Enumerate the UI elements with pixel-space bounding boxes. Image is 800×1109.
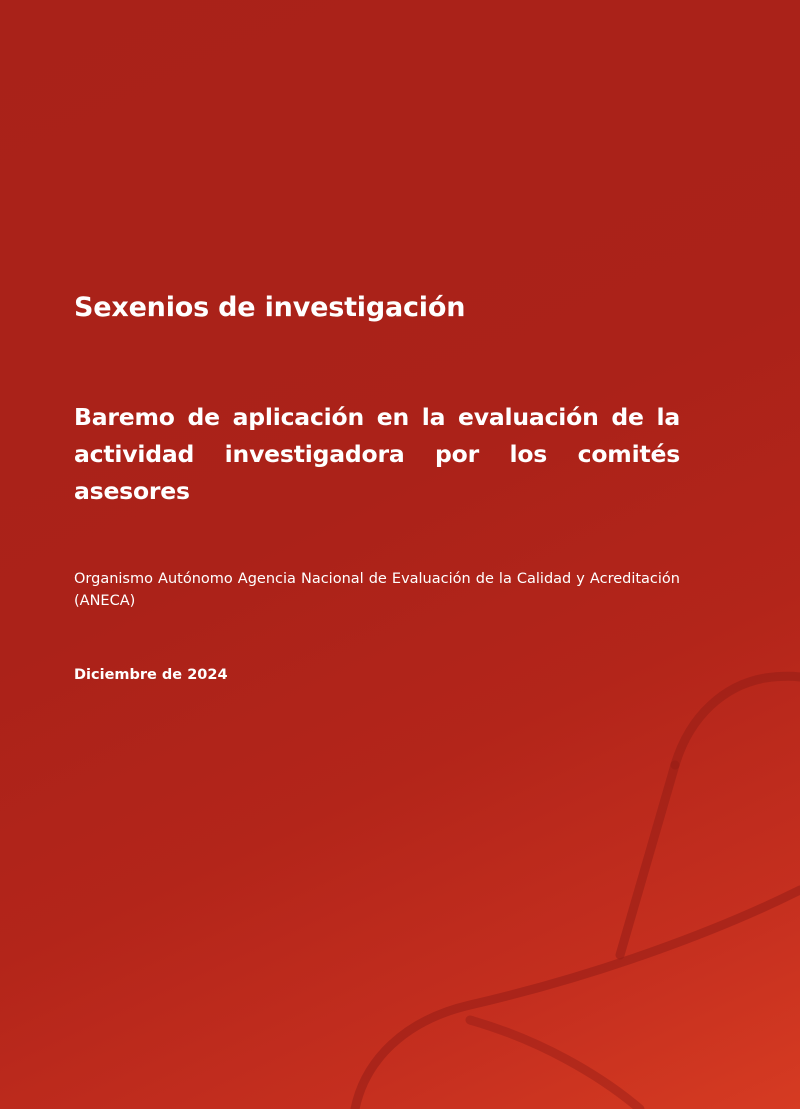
organization-name: Organismo Autónomo Agencia Nacional de Evaluación de la Calidad y Acreditación (ANECA) <box>74 571 680 609</box>
decor-curve-diagonal <box>620 765 675 955</box>
decor-curve-lower <box>355 890 800 1109</box>
publication-date: Diciembre de 2024 <box>74 667 228 683</box>
decor-curve-arch <box>675 676 800 765</box>
decor-curve-bottom <box>470 1020 640 1109</box>
document-subtitle: Baremo de aplicación en la evaluación de la actividad investigadora por los comités asesores <box>74 403 680 505</box>
cover-text-block <box>74 288 680 686</box>
document-title: Sexenios de investigación <box>74 292 466 323</box>
